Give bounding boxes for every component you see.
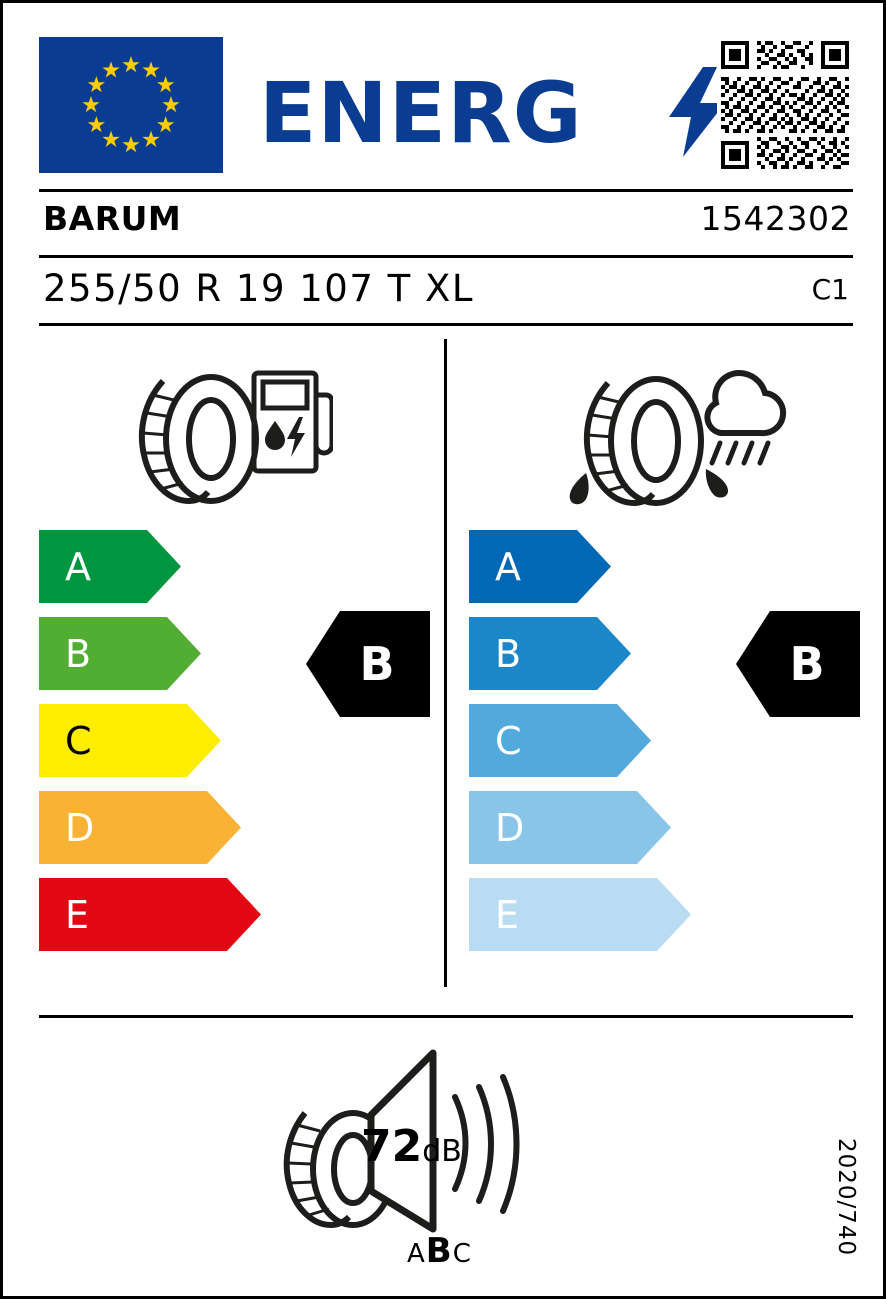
label-header (39, 37, 853, 173)
brand-row (39, 199, 853, 251)
fuel-grade-d (39, 791, 261, 864)
wet-grade-e-letter: E (495, 892, 520, 937)
brand-name: BARUM (43, 199, 182, 238)
fuel-efficiency-rating-letter: B (359, 637, 395, 691)
european-union-flag-icon (39, 37, 223, 173)
energ-wordmark: ENERG (259, 64, 583, 162)
type-identifier: 1542302 (700, 199, 851, 238)
divider-line-brand (39, 255, 853, 258)
fuel-efficiency-scale (39, 530, 261, 965)
fuel-grade-b (39, 617, 261, 690)
wet-grade-e (469, 878, 691, 951)
noise-class-c: C (452, 1239, 472, 1269)
noise-class-b: B (425, 1231, 453, 1271)
wet-grade-c (469, 704, 691, 777)
wet-grip-pictogram (538, 351, 798, 521)
tyre-size-designation: 255/50 R 19 107 T XL (43, 267, 474, 310)
vertical-divider (444, 339, 447, 987)
noise-class-a: A (407, 1239, 426, 1269)
wet-grip-rating-marker (736, 611, 860, 717)
fuel-grade-a (39, 530, 261, 603)
fuel-grade-c (39, 704, 261, 777)
divider-line-top (39, 189, 853, 192)
wet-grade-b-letter: B (495, 631, 522, 676)
wet-grade-c-letter: C (495, 718, 522, 763)
wet-grade-a (469, 530, 691, 603)
size-row (39, 267, 853, 321)
noise-value (361, 1121, 462, 1172)
wet-grade-b (469, 617, 691, 690)
noise-unit: dB (422, 1134, 462, 1169)
fuel-grade-d-letter: D (65, 805, 95, 850)
regulation-reference: 2020/740 (833, 1137, 859, 1256)
divider-line-size (39, 323, 853, 326)
divider-line-noise (39, 1015, 853, 1018)
wet-grade-a-letter: A (495, 544, 521, 589)
fuel-grade-b-letter: B (65, 631, 92, 676)
wet-grade-d (469, 791, 691, 864)
wet-grip-scale (469, 530, 691, 965)
noise-number: 72 (361, 1121, 423, 1172)
wet-grade-d-letter: D (495, 805, 525, 850)
fuel-efficiency-rating-marker (306, 611, 430, 717)
noise-section (283, 1043, 613, 1271)
noise-class-scale (407, 1231, 472, 1271)
tyre-class: C1 (811, 273, 849, 306)
fuel-grade-e-letter: E (65, 892, 90, 937)
fuel-grade-c-letter: C (65, 718, 92, 763)
wet-grip-rating-letter: B (789, 637, 825, 691)
qr-code-icon (717, 37, 853, 173)
fuel-efficiency-pictogram (123, 351, 333, 521)
fuel-grade-a-letter: A (65, 544, 91, 589)
fuel-grade-e (39, 878, 261, 951)
